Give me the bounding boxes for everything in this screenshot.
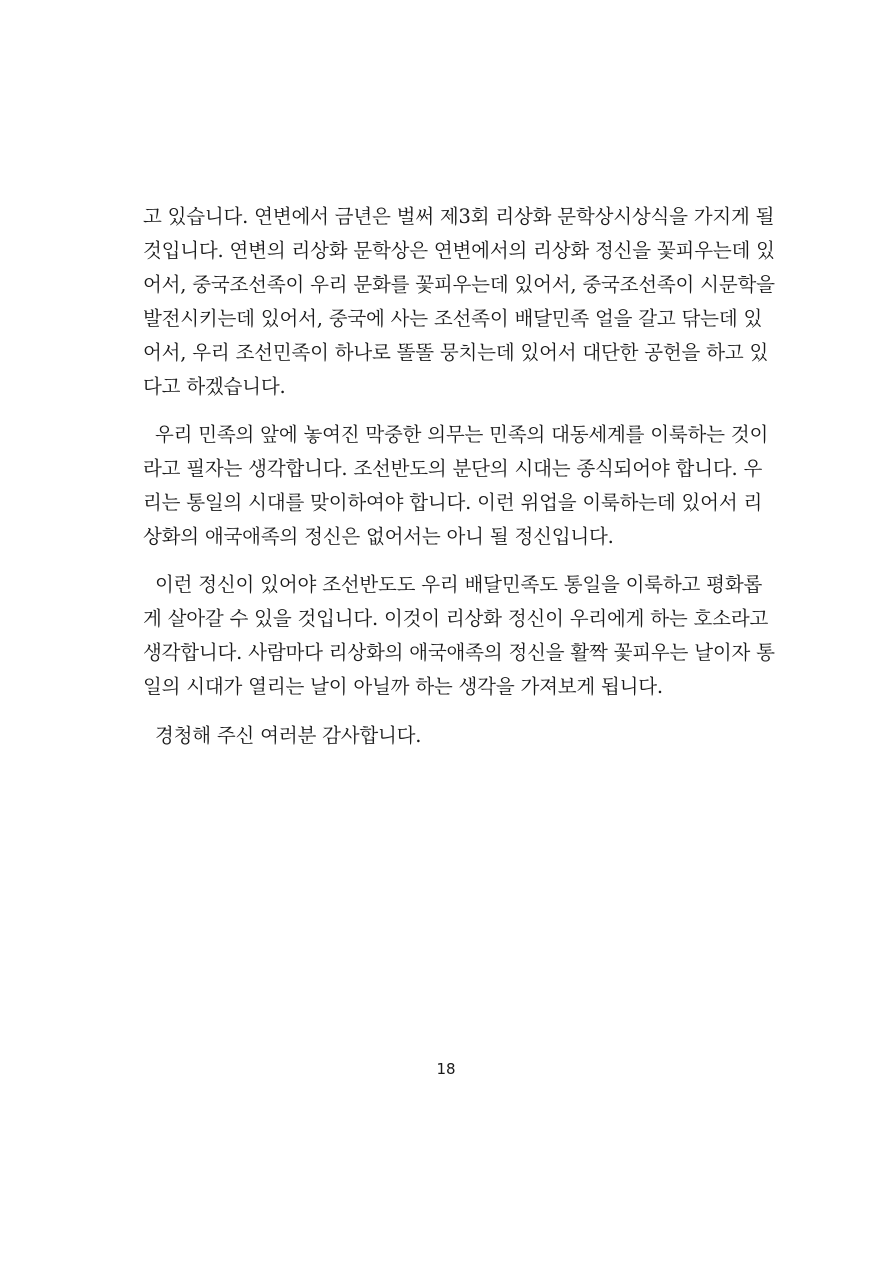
text-line: 어서, 우리 조선민족이 하나로 똘똘 뭉치는데 있어서 대단한 공헌을 하고 있 [143,341,769,364]
text-line: 라고 필자는 생각합니다. 조선반도의 분단의 시대는 종식되어야 합니다. 우 [143,457,763,480]
text-line: 다고 하겠습니다. [143,375,286,398]
text-line: 리는 통일의 시대를 맞이하여야 합니다. 이런 위업을 이룩하는데 있어서 리 [143,491,763,514]
paragraph-2 [143,418,769,554]
text-line: 어서, 중국조선족이 우리 문화를 꽃피우는데 있어서, 중국조선족이 시문학을 [143,273,775,296]
text-line: 경청해 주신 여러분 감사합니다. [143,724,422,747]
paragraph-1 [143,200,775,404]
text-line: 이런 정신이 있어야 조선반도도 우리 배달민족도 통일을 이룩하고 평화롭 [143,573,763,596]
text-line: 발전시키는데 있어서, 중국에 사는 조선족이 배달민족 얼을 갈고 닦는데 있 [143,307,763,330]
text-line: 것입니다. 연변의 리상화 문학상은 연변에서의 리상화 정신을 꽃피우는데 있 [143,239,775,262]
paragraph-4 [143,719,755,753]
paragraph-3 [143,568,775,704]
page-number: 18 [436,1060,456,1078]
text-line: 상화의 애국애족의 정신은 없어서는 아니 될 정신입니다. [143,525,614,548]
text-line: 게 살아갈 수 있을 것입니다. 이것이 리상화 정신이 우리에게 하는 호소라고 [143,607,769,630]
text-line: 우리 민족의 앞에 놓여진 막중한 의무는 민족의 대동세계를 이룩하는 것이 [143,423,769,446]
text-line: 생각합니다. 사람마다 리상화의 애국애족의 정신을 활짝 꽃피우는 날이자 통 [143,641,775,664]
text-line: 일의 시대가 열리는 날이 아닐까 하는 생각을 가져보게 됩니다. [143,675,663,698]
text-line: 고 있습니다. 연변에서 금년은 벌써 제3회 리상화 문학상시상식을 가지게 될 [143,205,775,228]
